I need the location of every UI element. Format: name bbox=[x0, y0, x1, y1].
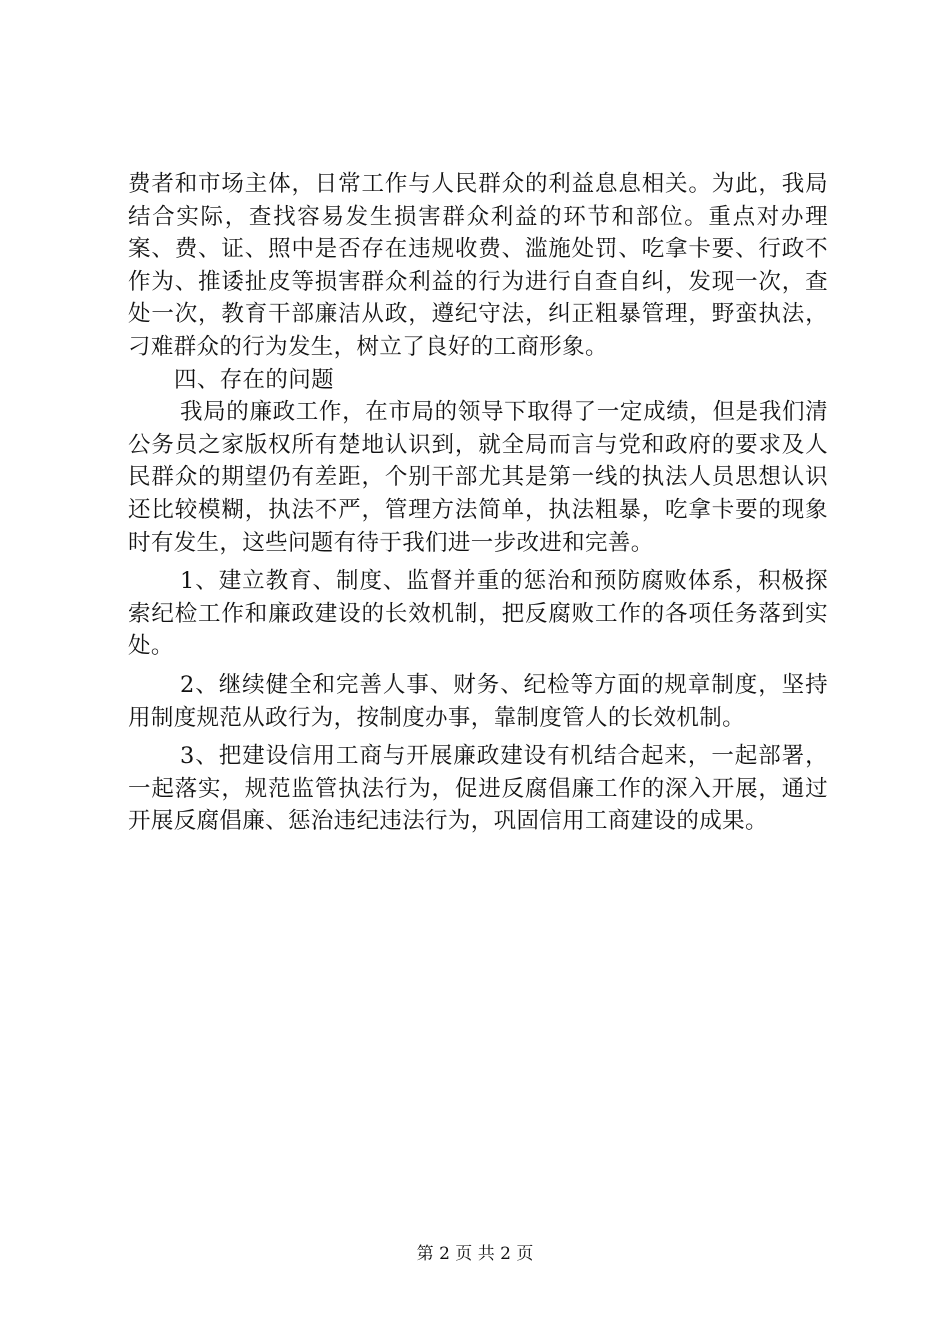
paragraph-continuation: 费者和市场主体，日常工作与人民群众的利益息息相关。为此，我局结合实际，查找容易发生损害群众利益的环节和部位。重点对办理案、费、证、照中是否存在违规收费、滥施处罚、吃拿卡要、行政不作为、推诿扯皮等损害群众利益的行为进行自查自纠，发现一次，查处一次，教育干部廉洁从政，遵纪守法，纠正粗暴管理，野蛮执法，刁难群众的行为发生，树立了良好的工商形象。 bbox=[128, 171, 828, 360]
page-footer: 第 2 页 共 2 页 bbox=[416, 1244, 534, 1264]
section-heading-problems: 四、存在的问题 bbox=[174, 366, 334, 393]
paragraph-problems: 我局的廉政工作，在市局的领导下取得了一定成绩，但是我们清公务员之家版权所有楚地认识到，就全局而言与党和政府的要求及人民群众的期望仍有差距，个别干部尤其是第一线的执法人员思想认识还比较模糊，执法不严，管理方法简单，执法粗暴，吃拿卡要的现象时有发生，这些问题有待于我们进一步改进和完善。 bbox=[128, 399, 828, 556]
list-item-1: 1、建立教育、制度、监督并重的惩治和预防腐败体系，积极探索纪检工作和廉政建设的长效机制，把反腐败工作的各项任务落到实处。 bbox=[128, 568, 828, 660]
list-item-2: 2、继续健全和完善人事、财务、纪检等方面的规章制度，坚持用制度规范从政行为，按制度办事，靠制度管人的长效机制。 bbox=[128, 671, 828, 731]
document-body bbox=[128, 168, 828, 838]
list-item-3: 3、把建设信用工商与开展廉政建设有机结合起来，一起部署，一起落实，规范监管执法行为，促进反腐倡廉工作的深入开展，通过开展反腐倡廉、惩治违纪违法行为，巩固信用工商建设的成果。 bbox=[128, 743, 828, 835]
